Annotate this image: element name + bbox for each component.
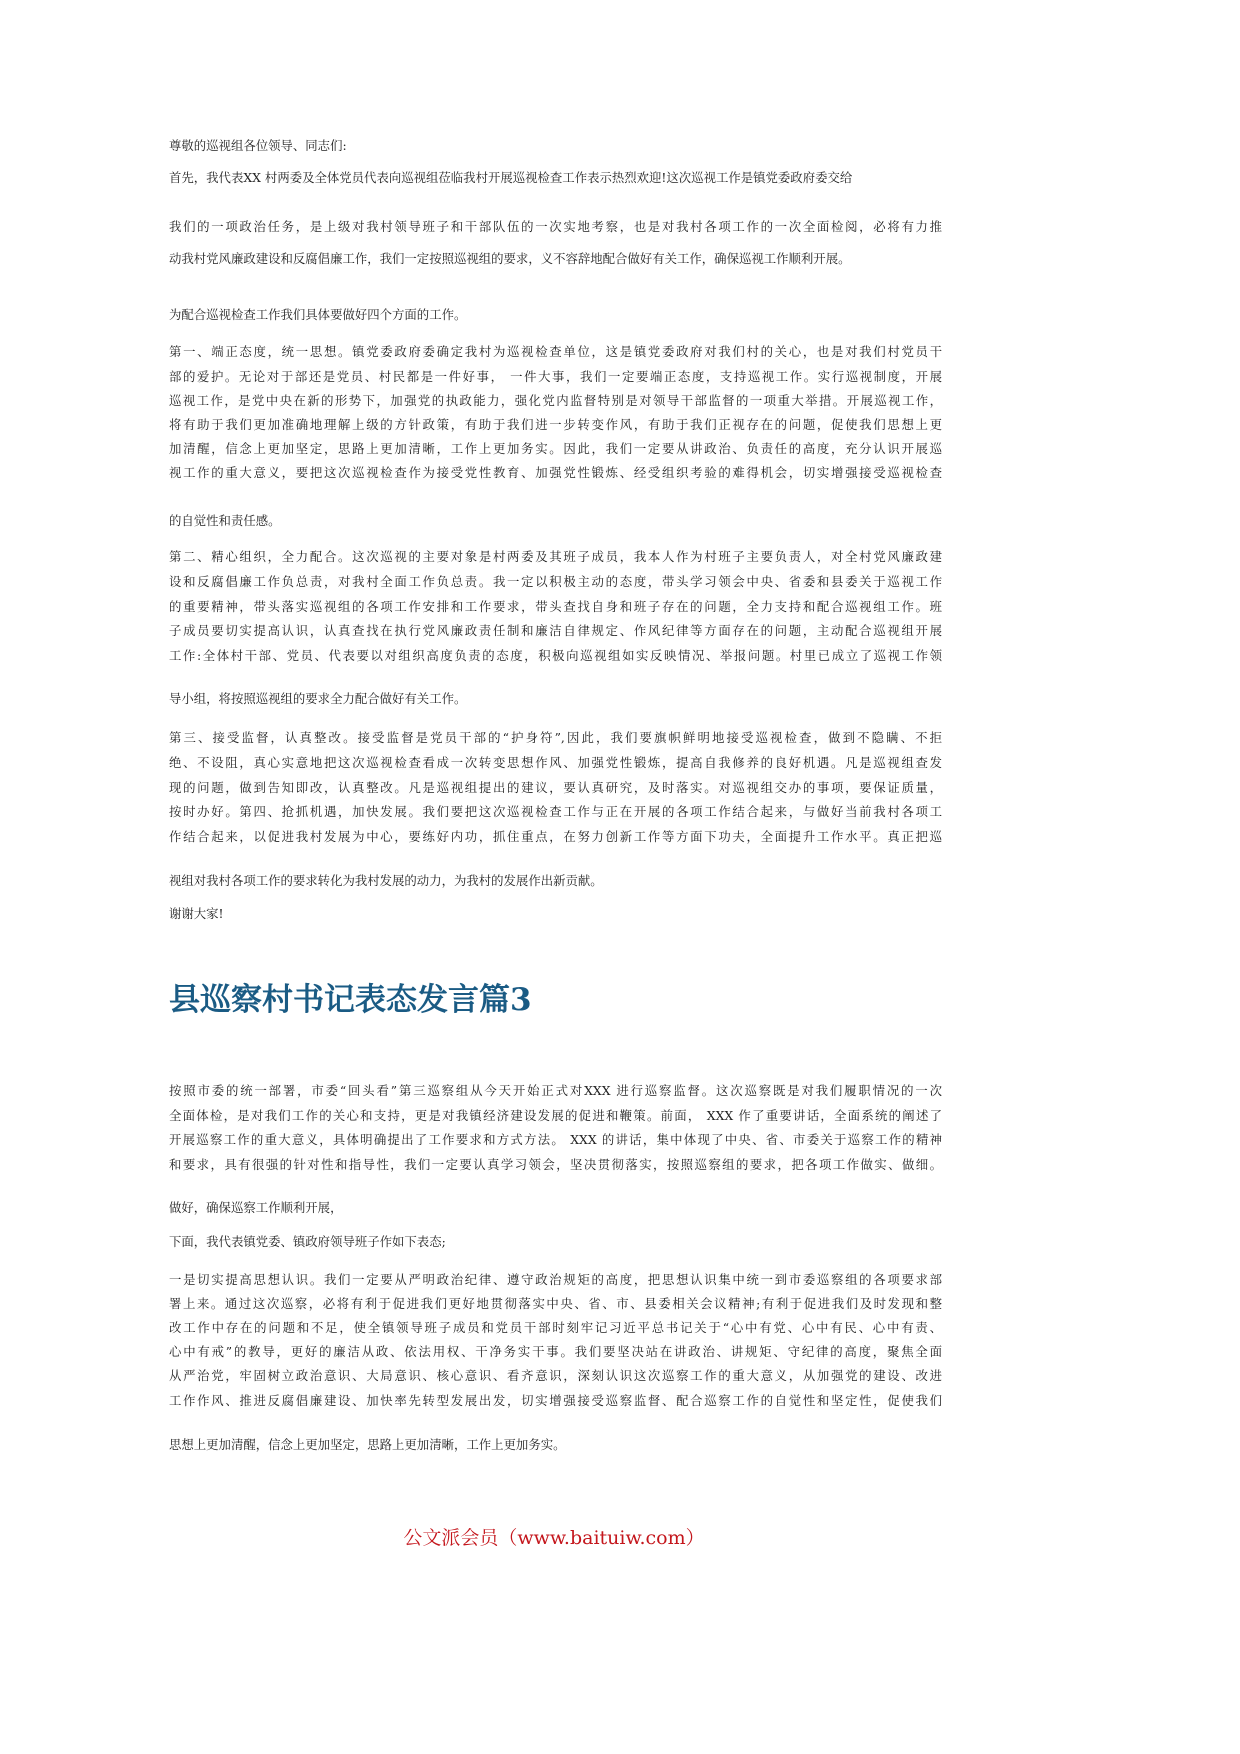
point3-line: 现的问题，做到告知即改，认真整改。凡是巡视组提出的建议，要认真研究，及时落实。对巡视组交办的事项，要保证质量，	[169, 780, 942, 795]
para2-line: 工作作风、推进反腐倡廉建设、加快率先转型发展出发，切实增强接受巡察监督、配合巡察工作的自觉性和坚定性，促使我们	[169, 1393, 942, 1408]
para1-line: 全面体检，是对我们工作的关心和支持，更是对我镇经济建设发展的促进和鞭策。前面， XXX 作了重要讲话，全面系统的阐述了	[169, 1108, 942, 1123]
point1-line: 将有助于我们更加准确地理解上级的方针政策，有助于我们进一步转变作风，有助于我们正视存在的问题，促使我们思想上更	[169, 417, 942, 432]
point2-line: 导小组，将按照巡视组的要求全力配合做好有关工作。	[169, 691, 467, 706]
point1-line: 加清醒，信念上更加坚定，思路上更加清晰，工作上更加务实。因此，我们一定要从讲政治、负责任的高度，充分认识开展巡	[169, 441, 942, 456]
para1-line: 开展巡察工作的重大意义，具体明确提出了工作要求和方式方法。 XXX 的讲话，集中体现了中央、省、市委关于巡察工作的精神	[169, 1132, 942, 1147]
point2-line: 的重要精神，带头落实巡视组的各项工作安排和工作要求，带头查找自身和班子存在的问题，全力支持和配合巡视组工作。班	[169, 599, 942, 614]
point3-line: 作结合起来，以促进我村发展为中心，要练好内功，抓住重点，在努力创新工作等方面下功夫，全面提升工作水平。真正把巡	[169, 829, 942, 844]
para2-line: 一是切实提高思想认识。我们一定要从严明政治纪律、遵守政治规矩的高度，把思想认识集中统一到市委巡察组的各项要求部	[169, 1272, 942, 1287]
point3-line: 第三、接受监督，认真整改。接受监督是党员干部的“护身符”,因此，我们要旗帜鲜明地接受巡视检查，做到不隐瞒、不拒	[169, 730, 942, 745]
para2-line: 心中有戒”的教导，更好的廉洁从政、依法用权、干净务实干事。我们要坚决站在讲政治、讲规矩、守纪律的高度，聚焦全面	[169, 1344, 942, 1359]
point1-line: 第一、端正态度，统一思想。镇党委政府委确定我村为巡视检查单位，这是镇党委政府对我们村的关心，也是对我们村党员干	[169, 344, 942, 359]
point2-line: 第二、精心组织，全力配合。这次巡视的主要对象是村两委及其班子成员，我本人作为村班子主要负责人，对全村党风廉政建	[169, 549, 942, 564]
para1-line: 按照市委的统一部署，市委“回头看”第三巡察组从今天开始正式对XXX 进行巡察监督。这次巡察既是对我们履职情况的一次	[169, 1083, 942, 1098]
intro-line: 动我村党风廉政建设和反腐倡廉工作，我们一定按照巡视组的要求，义不容辞地配合做好有关工作，确保巡视工作顺利开展。	[169, 251, 851, 266]
section-lead: 为配合巡视检查工作我们具体要做好四个方面的工作。	[169, 307, 467, 322]
point3-line: 视组对我村各项工作的要求转化为我村发展的动力，为我村的发展作出新贡献。	[169, 873, 603, 888]
point1-line: 视工作的重大意义，要把这次巡视检查作为接受党性教育、加强党性锻炼、经受组织考验的难得机会，切实增强接受巡视检查	[169, 465, 942, 480]
para2-line: 从严治党，牢固树立政治意识、大局意识、核心意识、看齐意识，深刻认识这次巡察工作的重大意义，从加强党的建设、改进	[169, 1368, 942, 1383]
closing-remark: 谢谢大家!	[169, 906, 224, 921]
salutation: 尊敬的巡视组各位领导、同志们:	[169, 138, 347, 153]
para2-line: 署上来。通过这次巡察，必将有利于促进我们更好地贯彻落实中央、省、市、县委相关会议精神;有利于促进我们及时发现和整	[169, 1296, 942, 1311]
point1-line: 巡视工作，是党中央在新的形势下，加强党的执政能力，强化党内监督特别是对领导干部监督的一项重大举措。开展巡视工作，	[169, 393, 942, 408]
point2-line: 设和反腐倡廉工作负总责，对我村全面工作负总责。我一定以积极主动的态度，带头学习领会中央、省委和县委关于巡视工作	[169, 574, 942, 589]
section-heading: 县巡察村书记表态发言篇3	[169, 982, 532, 1018]
point1-line: 部的爱护。无论对于部还是党员、村民都是一件好事， 一件大事，我们一定要端正态度，支持巡视工作。实行巡视制度，开展	[169, 369, 942, 384]
footer-watermark: 公文派会员（www.baituiw.com）	[403, 1527, 705, 1549]
para1-line: 做好，确保巡察工作顺利开展，	[169, 1200, 343, 1215]
point2-line: 子成员要切实提高认识，认真查找在执行党风廉政责任制和廉洁自律规定、作风纪律等方面存在的问题，主动配合巡视组开展	[169, 623, 942, 638]
point3-line: 绝、不设阻，真心实意地把这次巡视检查看成一次转变思想作风、加强党性锻炼，提高自我修养的良好机遇。凡是巡视组查发	[169, 755, 942, 770]
point3-line: 按时办好。第四、抢抓机遇，加快发展。我们要把这次巡视检查工作与正在开展的各项工作结合起来，与做好当前我村各项工	[169, 804, 942, 819]
intro-line: 我们的一项政治任务，是上级对我村领导班子和干部队伍的一次实地考察，也是对我村各项工作的一次全面检阅，必将有力推	[169, 219, 942, 234]
section-lead: 下面，我代表镇党委、镇政府领导班子作如下表态;	[169, 1234, 446, 1249]
para1-line: 和要求，具有很强的针对性和指导性，我们一定要认真学习领会，坚决贯彻落实，按照巡察组的要求，把各项工作做实、做细。	[169, 1157, 942, 1172]
intro-line: 首先，我代表XX 村两委及全体党员代表向巡视组莅临我村开展巡视检查工作表示热烈欢迎!这次巡视工作是镇党委政府委交给	[169, 170, 853, 185]
para2-line: 思想上更加清醒，信念上更加坚定，思路上更加清晰，工作上更加务实。	[169, 1437, 566, 1452]
point2-line: 工作:全体村干部、党员、代表要以对组织高度负责的态度，积极向巡视组如实反映情况、举报问题。村里已成立了巡视工作领	[169, 648, 942, 663]
point1-line: 的自觉性和责任感。	[169, 513, 281, 528]
para2-line: 改工作中存在的问题和不足，使全镇领导班子成员和党员干部时刻牢记习近平总书记关于“心中有党、心中有民、心中有责、	[169, 1320, 942, 1335]
